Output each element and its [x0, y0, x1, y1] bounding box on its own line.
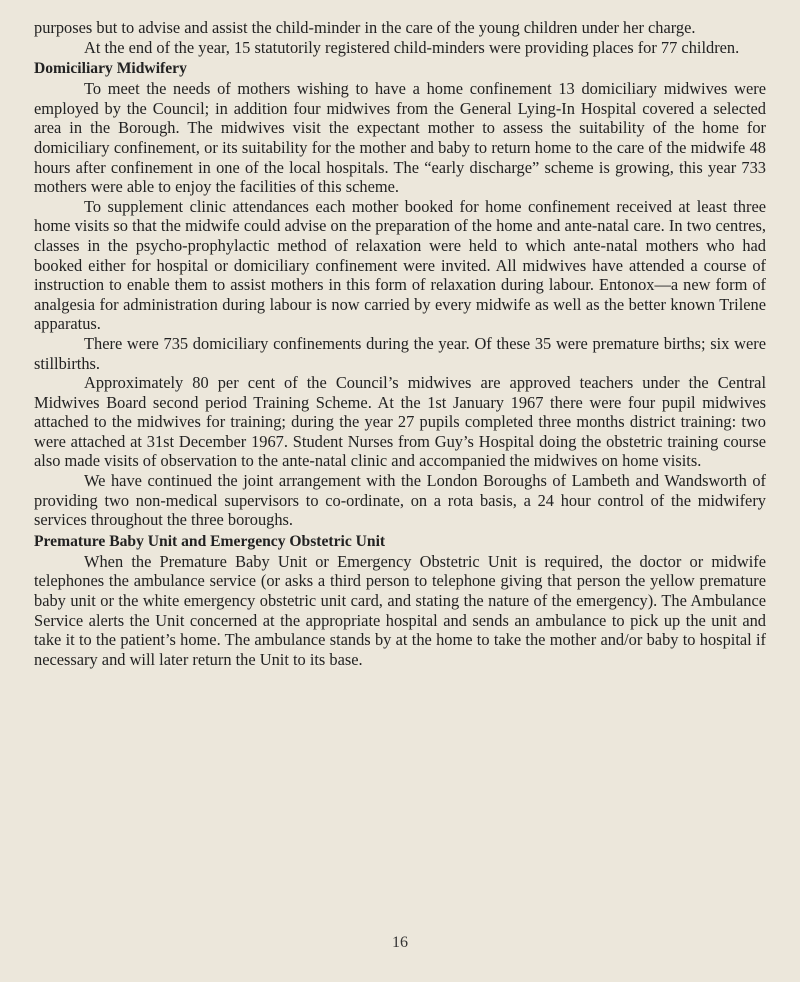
intro-paragraph: purposes but to advise and assist the child-minder in the care of the young children under her charge. — [34, 18, 696, 37]
section-paragraph: There were 735 domiciliary confinements during the year. Of these 35 were premature births; six were stillbirths. — [34, 333, 766, 373]
section-heading: Premature Baby Unit and Emergency Obstetric Unit — [34, 532, 386, 550]
section-heading: Domiciliary Midwifery — [34, 60, 187, 78]
page-number: 16 — [392, 934, 408, 951]
section-paragraph: When the Premature Baby Unit or Emergency Obstetric Unit is required, the doctor or midwife telephones the ambulance service (or asks a third person to telephone giving that person the yellow premature baby unit or the white emergency obstetric unit card, and stating the nature of the emergency). The Ambulance Service alerts the Unit concerned at the appropriate hospital and sends an ambulance to pick up the unit and take it to the patient’s home. The ambulance stands by at the home to take the mother and/or baby to hospital if necessary and will later return the Unit to its base. — [34, 551, 766, 669]
section-paragraph: To supplement clinic attendances each mother booked for home confinement received at least three home visits so that the midwife could advise on the preparation of the home and ante-natal care. In two centres, classes in the psycho-prophylactic method of relaxation were held to which ante-natal mothers who had booked either for hospital or domiciliary confinement were invited. All midwives have attended a course of instruction to enable them to assist mothers in this form of relaxation during labour. Entonox—a new form of analgesia for administration during labour is now carried by every midwife as well as the better known Trilene apparatus. — [34, 196, 766, 334]
section-paragraph: To meet the needs of mothers wishing to have a home confinement 13 domiciliary midwives were employed by the Council; in addition four midwives from the General Lying-In Hospital covered a selected area in the Borough. The midwives visit the expectant mother to assess the suitability of the home for domiciliary confinement, or its suitability for the mother and baby to return home to the care of the midwife 48 hours after confinement in one of the local hospitals. The “early discharge” scheme is growing, this year 733 mothers were able to enjoy the facilities of this scheme. — [34, 79, 766, 197]
intro-paragraph: At the end of the year, 15 statutorily registered child-minders were providing places for 77 children. — [84, 37, 740, 57]
section-paragraph: We have continued the joint arrangement with the London Boroughs of Lambeth and Wandsworth of providing two non-medical supervisors to co-ordinate, on a rota basis, a 24 hour control of the midwifery services throughout the three boroughs. — [34, 471, 766, 530]
section-paragraph: Approximately 80 per cent of the Council’s midwives are approved teachers under the Central Midwives Board second period Training Scheme. At the 1st January 1967 there were four pupil midwives attached to the midwives for training; during the year 27 pupils completed three months district training: two were attached at 31st December 1967. Student Nurses from Guy’s Hospital doing the obstetric training course also made visits of observation to the ante-natal clinic and accompanied the midwives on home visits. — [34, 373, 766, 471]
